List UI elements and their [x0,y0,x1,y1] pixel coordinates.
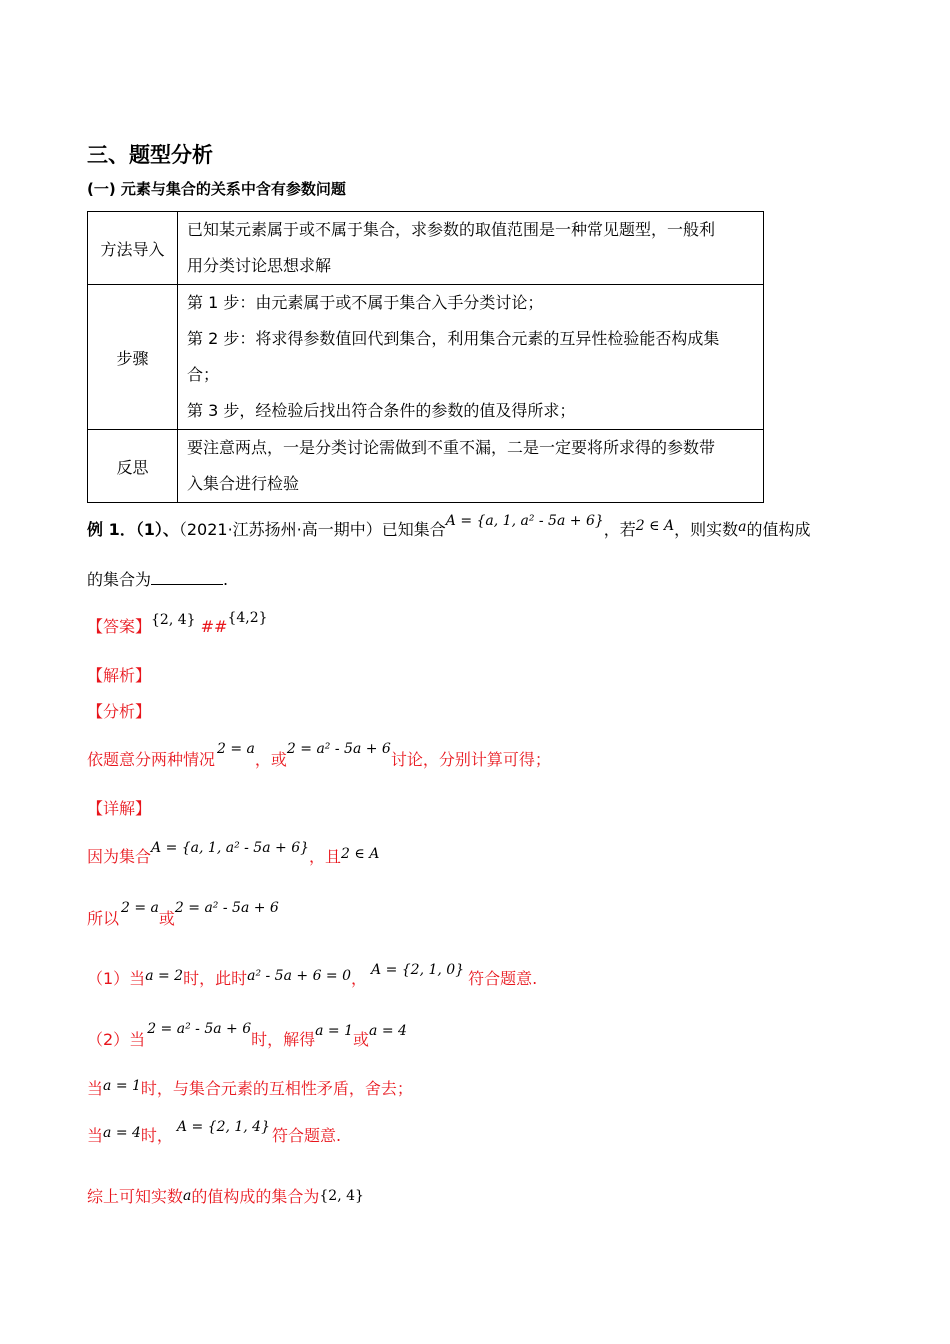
text-fragment: 讨论，分别计算可得； [390,750,551,769]
text-fragment: 时， [140,1126,173,1145]
math-eq: a = 4 [103,1125,141,1141]
table-line: 合； [187,365,220,384]
answer-line [87,610,268,637]
table-label-reflection: 反思 [88,430,178,503]
example-part: （1）、 [135,520,179,539]
math-var: a [183,1188,192,1204]
answer-value-1: {2, 4} [151,612,196,628]
table-content-steps [178,285,764,430]
fenxi-line [87,741,551,770]
table-label-method: 方法导入 [88,212,178,285]
text-fragment: 时，解得 [251,1030,316,1049]
text-fragment: 因为集合 [87,847,152,866]
table-row [88,430,764,503]
math-eq: 2 = a² - 5a + 6 [174,900,279,916]
text-fragment: ，若 [603,520,636,539]
table-content-method [178,212,764,285]
table-line: 第 2 步：将求得参数值回代到集合，利用集合元素的互异性检验能否构成集 [187,329,720,348]
answer-separator: ## [200,617,228,636]
table-content-reflection [178,430,764,503]
method-table [87,211,764,503]
case-2-line [87,1021,407,1050]
text-fragment: . [223,570,229,589]
step-line-1 [87,840,380,867]
math-eq: a = 1 [103,1078,141,1094]
jiexi-label: 【解析】 [87,666,152,685]
text-fragment: 或 [158,909,175,928]
text-fragment: 的值构成的集合为 [191,1187,320,1206]
fenxi-label: 【分析】 [87,702,152,721]
math-set: {2, 4} [319,1188,364,1204]
math-set-a: A = {a, 1, a² - 5a + 6} [445,513,604,529]
text-fragment: 所以 [87,909,120,928]
text-fragment: 的值构成 [746,520,811,539]
discard-line [87,1076,413,1099]
table-line: 第 1 步：由元素属于或不属于集合入手分类讨论； [187,293,544,312]
example-line-1 [87,513,811,540]
text-fragment: 时，与集合元素的互相性矛盾，舍去； [140,1079,413,1098]
case-1-line [87,962,538,989]
section-title: 三、题型分析 [87,143,213,167]
table-row [88,285,764,430]
math-eq: 2 = a² - 5a + 6 [147,1021,252,1037]
math-eq: 2 = a [217,741,255,757]
text-fragment: 或 [353,1030,370,1049]
answer-value-2: {4,2} [227,610,268,626]
accept-line [87,1119,342,1146]
math-eq: a = 1 [315,1023,354,1039]
math-eq: a = 4 [369,1023,407,1039]
math-eq: 2 = a² - 5a + 6 [286,741,391,757]
conclusion-line [87,1184,364,1207]
math-set-a: A = {a, 1, a² - 5a + 6} [151,840,310,856]
text-fragment: 当 [87,1126,104,1145]
xiangjie-label: 【详解】 [87,799,152,818]
answer-label: 【答案】 [87,617,152,636]
table-line: 要注意两点，一是分类讨论需做到不重不漏，二是一定要将所求得的参数带 [187,438,716,457]
math-set: A = {2, 1, 0} [371,962,465,978]
example-line-2 [87,567,228,590]
example-source: （2021·江苏扬州·高一期中）已知集合 [178,520,446,539]
math-var: a [738,519,747,535]
text-fragment: 时，此时 [183,969,248,988]
math-eq: a² - 5a + 6 = 0 [247,968,352,984]
table-line: 用分类讨论思想求解 [187,256,332,275]
text-fragment: ，则实数 [674,520,739,539]
math-set: A = {2, 1, 4} [176,1119,270,1135]
math-eq: a = 2 [145,968,184,984]
math-condition: 2 ∈ A [635,518,675,534]
text-fragment: 的集合为 [87,570,152,589]
text-fragment: 符合题意. [468,969,538,988]
text-fragment: ， [351,969,368,988]
table-label-steps: 步骤 [88,285,178,430]
subsection-title: (一) 元素与集合的关系中含有参数问题 [87,180,346,198]
text-fragment: ，且 [309,847,342,866]
math-eq: 2 = a [121,900,159,916]
text-fragment: 当 [87,1079,104,1098]
example-label: 例 1． [87,520,136,539]
text-fragment: （2）当 [87,1030,146,1049]
text-fragment: （1）当 [87,969,146,988]
text-fragment: 综上可知实数 [87,1187,184,1206]
text-fragment: 符合题意. [272,1126,342,1145]
table-row [88,212,764,285]
text-fragment: ，或 [254,750,287,769]
math-condition: 2 ∈ A [341,846,380,862]
step-line-2 [87,900,279,929]
table-line: 第 3 步，经检验后找出符合条件的参数的值及得所求； [187,401,576,420]
answer-blank [151,570,223,585]
text-fragment: 依题意分两种情况 [87,750,216,769]
table-line: 已知某元素属于或不属于集合，求参数的取值范围是一种常见题型，一般利 [187,220,716,239]
table-line: 入集合进行检验 [187,474,300,493]
